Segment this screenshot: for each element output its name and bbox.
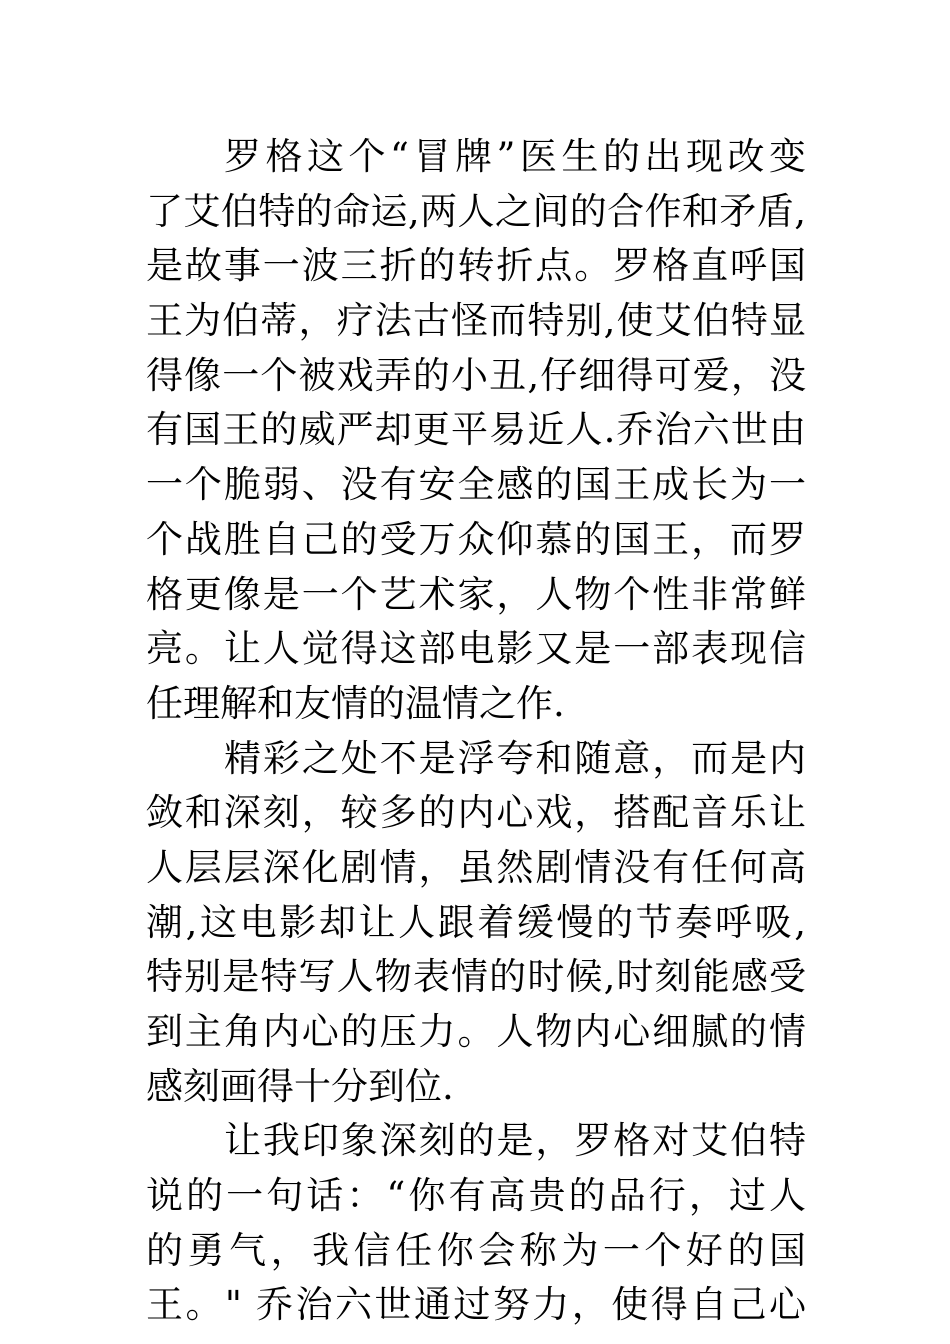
text-line: 亮。让人觉得这部电影又是一部表现信 xyxy=(146,627,806,671)
text-line: 说的一句话：“你有高贵的品行，过人 xyxy=(146,1174,806,1218)
paragraph-1 xyxy=(146,130,806,732)
text-line: 是故事一波三折的转折点。罗格直呼国 xyxy=(146,244,806,288)
text-line: 特别是特写人物表情的时候,时刻能感受 xyxy=(146,955,806,999)
text-line: 个战胜自己的受万众仰慕的国王，而罗 xyxy=(146,517,806,561)
text-line: 敛和深刻，较多的内心戏，搭配音乐让 xyxy=(146,791,806,835)
text-line: 一个脆弱、没有安全感的国王成长为一 xyxy=(146,463,806,507)
text-line: 王。" 乔治六世通过努力，使得自己心 xyxy=(146,1283,806,1327)
text-line: 得像一个被戏弄的小丑,仔细得可爱，没 xyxy=(146,353,806,397)
text-line: 的勇气，我信任你会称为一个好的国 xyxy=(146,1228,806,1272)
text-line: 罗格这个“冒牌”医生的出现改变 xyxy=(224,135,806,178)
paragraph-3 xyxy=(146,1114,806,1333)
document-body xyxy=(146,130,806,1333)
text-line: 精彩之处不是浮夸和随意，而是内 xyxy=(224,736,806,780)
text-line: 到主角内心的压力。人物内心细腻的情 xyxy=(146,1010,806,1053)
text-line: 有国王的威严却更平易近人.乔治六世由 xyxy=(146,408,806,452)
paragraph-2 xyxy=(146,732,806,1115)
text-line: 潮,这电影却让人跟着缓慢的节奏呼吸, xyxy=(146,900,806,944)
text-line: 让我印象深刻的是，罗格对艾伯特 xyxy=(224,1119,806,1163)
text-line: 感刻画得十分到位. xyxy=(146,1064,454,1108)
text-line: 任理解和友情的温情之作. xyxy=(146,681,565,725)
text-line: 王为伯蒂，疗法古怪而特别,使艾伯特显 xyxy=(146,299,806,343)
text-line: 人层层深化剧情，虽然剧情没有任何高 xyxy=(146,845,806,889)
text-line: 格更像是一个艺术家，人物个性非常鲜 xyxy=(146,572,806,616)
text-line: 了艾伯特的命运,两人之间的合作和矛盾, xyxy=(146,189,806,233)
